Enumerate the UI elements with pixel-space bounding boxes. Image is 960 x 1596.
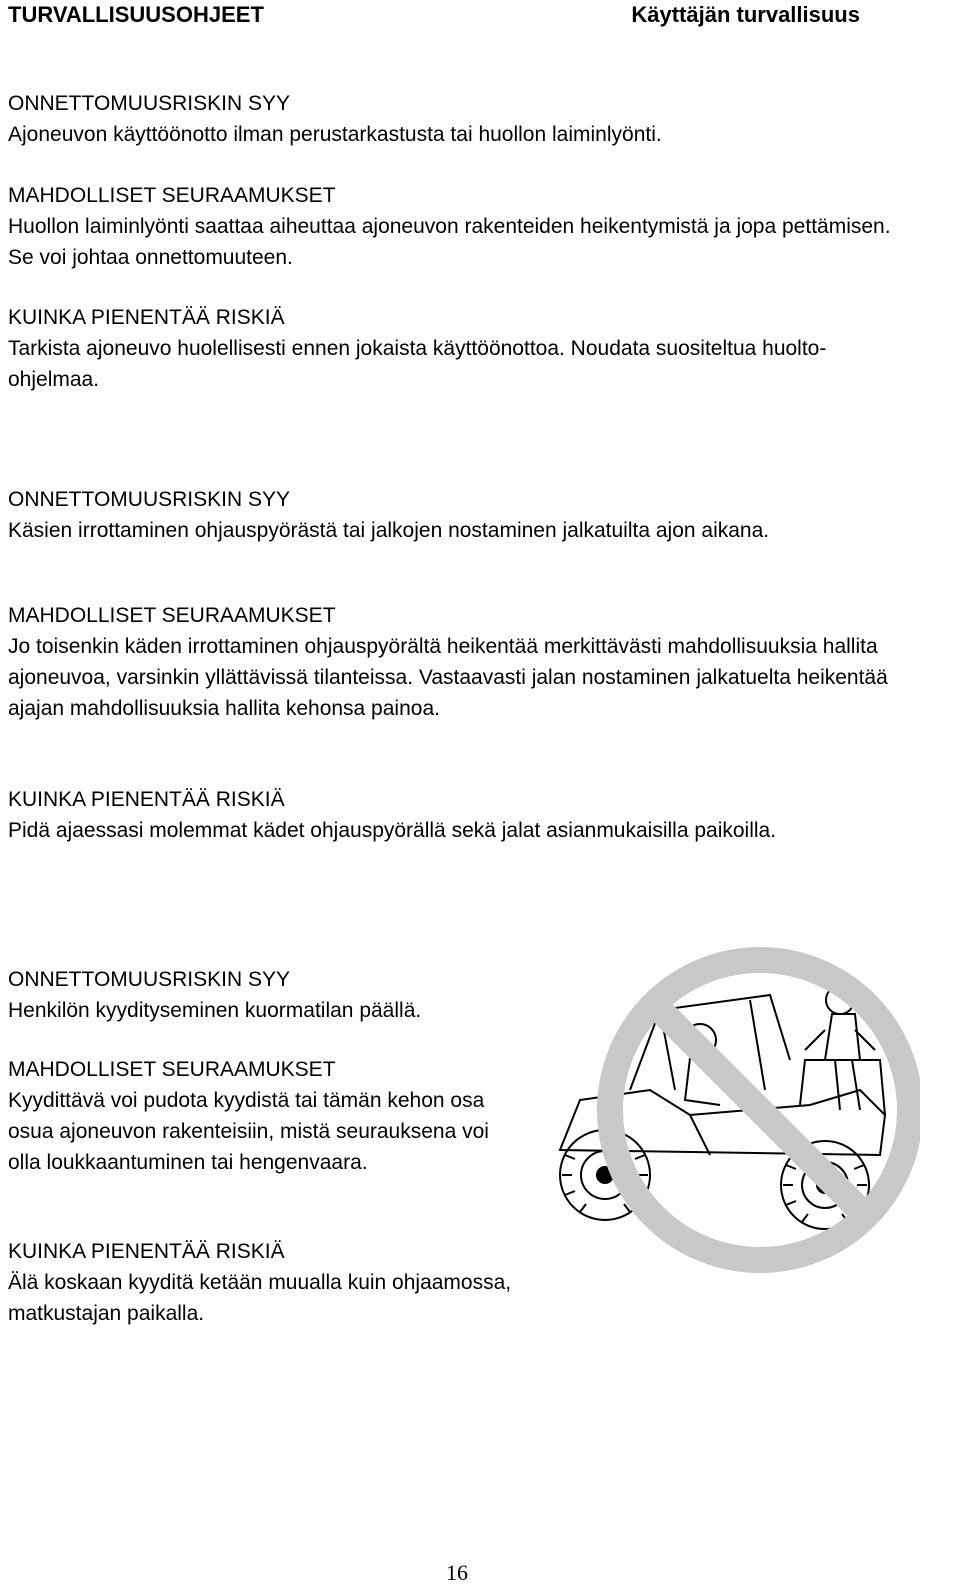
section-3-prevention (8, 1236, 523, 1329)
cause-text: Henkilön kyydityseminen kuormatilan päällä. (8, 999, 422, 1022)
section-3-consequence (8, 1054, 523, 1178)
section-2-cause (8, 484, 908, 546)
prevention-heading: KUINKA PIENENTÄÄ RISKIÄ (8, 1240, 285, 1263)
prohibition-slash (655, 1005, 865, 1215)
prevention-text: Älä koskaan kyyditä ketään muualla kuin ohjaamossa, matkustajan paikalla. (8, 1271, 512, 1325)
prevention-heading: KUINKA PIENENTÄÄ RISKIÄ (8, 306, 285, 329)
cause-text: Ajoneuvon käyttöönotto ilman perustarkastusta tai huollon laiminlyönti. (8, 123, 662, 146)
consequence-text: Jo toisenkin käden irrottaminen ohjauspyörältä heikentää merkittävästi mahdollisuuksia hallita ajoneuvoa, varsinkin yllättävissä tilanteissa. Vastaavasti jalan nostaminen jalkatuelta heikentää ajajan mahdollisuuksia hallita kehonsa painoa. (8, 635, 888, 720)
cause-text: Käsien irrottaminen ohjauspyörästä tai jalkojen nostaminen jalkatuilta ajon aikana. (8, 519, 770, 542)
consequence-heading: MAHDOLLISET SEURAAMUKSET (8, 604, 336, 627)
prevention-text: Pidä ajaessasi molemmat kädet ohjauspyörällä sekä jalat asianmukaisilla paikoilla. (8, 819, 777, 842)
cause-heading: ONNETTOMUUSRISKIN SYY (8, 488, 290, 511)
prevention-text: Tarkista ajoneuvo huolellisesti ennen jokaista käyttöönottoa. Noudata suositeltua huolto-ohjelmaa. (8, 337, 827, 391)
consequence-heading: MAHDOLLISET SEURAAMUKSET (8, 184, 336, 207)
consequence-text: Kyydittävä voi pudota kyydistä tai tämän kehon osa osua ajoneuvon rakenteisiin, mistä seurauksena voi olla loukkaantuminen tai hengenvaara. (8, 1089, 489, 1174)
cause-heading: ONNETTOMUUSRISKIN SYY (8, 92, 290, 115)
section-2-prevention (8, 784, 908, 846)
prevention-heading: KUINKA PIENENTÄÄ RISKIÄ (8, 788, 285, 811)
no-passenger-in-cargo-bed-icon (540, 940, 920, 1280)
section-1-consequence (8, 180, 908, 273)
page-number: 16 (446, 1560, 468, 1585)
header-subtitle: Käyttäjän turvallisuus (631, 2, 860, 27)
section-3-cause (8, 964, 523, 1026)
header-title: TURVALLISUUSOHJEET (8, 2, 264, 27)
section-1-prevention (8, 302, 908, 395)
section-1-cause (8, 88, 908, 150)
cause-heading: ONNETTOMUUSRISKIN SYY (8, 968, 290, 991)
section-2-consequence (8, 600, 908, 724)
consequence-heading: MAHDOLLISET SEURAAMUKSET (8, 1058, 336, 1081)
consequence-text: Huollon laiminlyönti saattaa aiheuttaa ajoneuvon rakenteiden heikentymistä ja jopa pettämisen. Se voi johtaa onnettomuuteen. (8, 215, 891, 269)
